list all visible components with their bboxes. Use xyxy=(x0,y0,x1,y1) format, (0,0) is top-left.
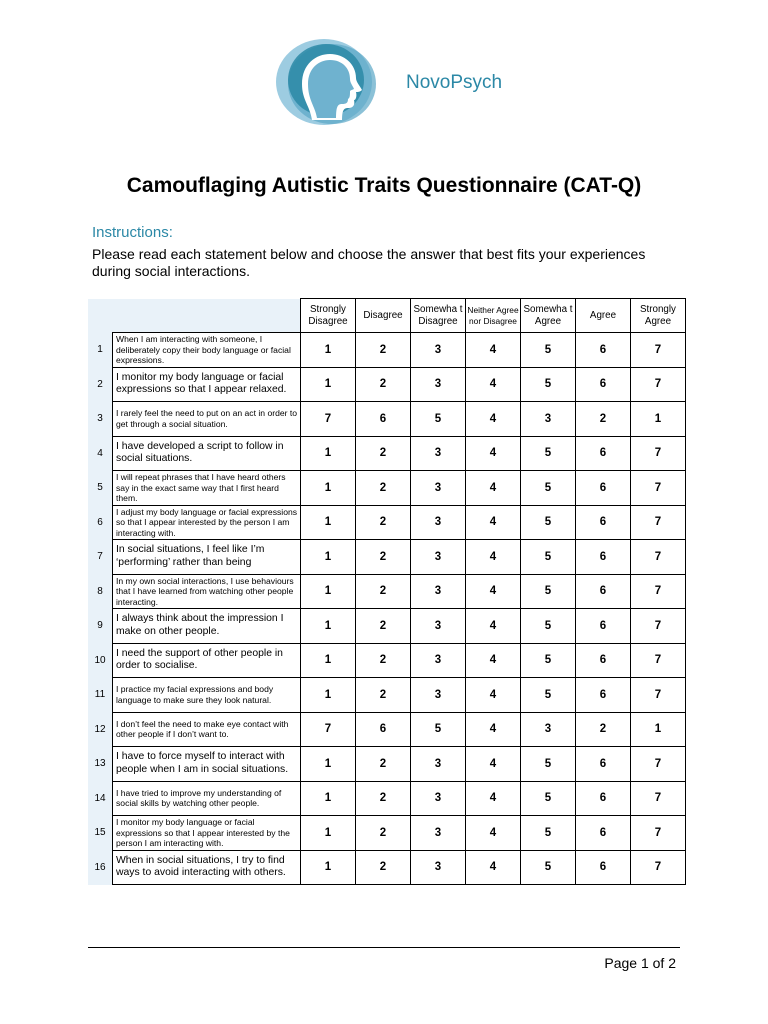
score-option[interactable]: 7 xyxy=(631,367,686,402)
score-option[interactable]: 5 xyxy=(521,471,576,506)
score-option[interactable]: 7 xyxy=(631,850,686,885)
score-option[interactable]: 5 xyxy=(521,747,576,782)
score-option[interactable]: 1 xyxy=(301,678,356,713)
table-row xyxy=(88,471,686,506)
table-row xyxy=(88,540,686,575)
score-option[interactable]: 5 xyxy=(411,402,466,437)
column-header: Somewha t Disagree xyxy=(411,299,466,333)
item-statement: I have tried to improve my understanding of social skills by watching other people. xyxy=(113,781,301,816)
item-statement: I need the support of other people in order to socialise. xyxy=(113,643,301,678)
score-option[interactable]: 2 xyxy=(356,367,411,402)
column-header: Agree xyxy=(576,299,631,333)
score-option[interactable]: 5 xyxy=(521,505,576,540)
score-option[interactable]: 5 xyxy=(521,609,576,644)
score-option[interactable]: 5 xyxy=(521,333,576,368)
score-option[interactable]: 4 xyxy=(466,402,521,437)
item-number: 4 xyxy=(88,436,113,471)
table-row xyxy=(88,574,686,609)
score-option[interactable]: 4 xyxy=(466,540,521,575)
score-option[interactable]: 7 xyxy=(631,505,686,540)
column-header: Strongly Agree xyxy=(631,299,686,333)
score-option[interactable]: 7 xyxy=(631,816,686,851)
score-option[interactable]: 5 xyxy=(521,574,576,609)
score-option[interactable]: 5 xyxy=(521,643,576,678)
score-option[interactable]: 3 xyxy=(411,609,466,644)
score-option[interactable]: 3 xyxy=(411,333,466,368)
score-option[interactable]: 3 xyxy=(411,643,466,678)
score-option[interactable]: 7 xyxy=(631,540,686,575)
score-option[interactable]: 3 xyxy=(411,436,466,471)
item-number: 6 xyxy=(88,505,113,540)
item-number: 3 xyxy=(88,402,113,437)
item-number: 11 xyxy=(88,678,113,713)
score-option[interactable]: 3 xyxy=(411,367,466,402)
score-option[interactable]: 5 xyxy=(521,678,576,713)
score-option[interactable]: 1 xyxy=(301,643,356,678)
score-option[interactable]: 1 xyxy=(301,436,356,471)
score-option[interactable]: 1 xyxy=(631,402,686,437)
score-option[interactable]: 3 xyxy=(521,712,576,747)
score-option[interactable]: 4 xyxy=(466,367,521,402)
score-option[interactable]: 4 xyxy=(466,816,521,851)
item-statement: When in social situations, I try to find ways to avoid interacting with others. xyxy=(113,850,301,885)
score-option[interactable]: 2 xyxy=(356,505,411,540)
score-option[interactable]: 2 xyxy=(356,574,411,609)
score-option[interactable]: 2 xyxy=(356,471,411,506)
item-statement: I have to force myself to interact with people when I am in social situations. xyxy=(113,747,301,782)
item-number: 13 xyxy=(88,747,113,782)
table-row xyxy=(88,609,686,644)
instructions-heading: Instructions: xyxy=(92,224,173,241)
score-option[interactable]: 1 xyxy=(301,816,356,851)
score-option[interactable]: 3 xyxy=(411,471,466,506)
score-option[interactable]: 5 xyxy=(521,540,576,575)
score-option[interactable]: 2 xyxy=(356,850,411,885)
item-statement: When I am interacting with someone, I deliberately copy their body language or facial expressions. xyxy=(113,333,301,368)
item-number: 8 xyxy=(88,574,113,609)
item-number: 14 xyxy=(88,781,113,816)
column-header: Neither Agree nor Disagree xyxy=(466,299,521,333)
score-option[interactable]: 6 xyxy=(576,505,631,540)
item-number: 5 xyxy=(88,471,113,506)
score-option[interactable]: 6 xyxy=(576,678,631,713)
item-statement: I practice my facial expressions and body language to make sure they look natural. xyxy=(113,678,301,713)
score-option[interactable]: 3 xyxy=(411,850,466,885)
score-option[interactable]: 3 xyxy=(411,816,466,851)
score-option[interactable]: 4 xyxy=(466,781,521,816)
score-option[interactable]: 5 xyxy=(521,781,576,816)
table-row xyxy=(88,367,686,402)
score-option[interactable]: 4 xyxy=(466,574,521,609)
score-option[interactable]: 4 xyxy=(466,333,521,368)
table-row xyxy=(88,333,686,368)
table-header-row xyxy=(88,299,686,333)
table-row xyxy=(88,712,686,747)
score-option[interactable]: 5 xyxy=(521,436,576,471)
score-option[interactable]: 6 xyxy=(576,367,631,402)
score-option[interactable]: 4 xyxy=(466,505,521,540)
item-number: 7 xyxy=(88,540,113,575)
score-option[interactable]: 2 xyxy=(356,333,411,368)
item-statement: I will repeat phrases that I have heard others say in the exact same way that I first heard them. xyxy=(113,471,301,506)
score-option[interactable]: 3 xyxy=(411,540,466,575)
score-option[interactable]: 4 xyxy=(466,678,521,713)
score-option[interactable]: 1 xyxy=(301,540,356,575)
score-option[interactable]: 1 xyxy=(301,747,356,782)
item-number: 16 xyxy=(88,850,113,885)
score-option[interactable]: 6 xyxy=(576,781,631,816)
score-option[interactable]: 1 xyxy=(301,609,356,644)
score-option[interactable]: 2 xyxy=(576,712,631,747)
questionnaire-table xyxy=(88,298,686,885)
item-statement: I don’t feel the need to make eye contact with other people if I don’t want to. xyxy=(113,712,301,747)
score-option[interactable]: 1 xyxy=(301,333,356,368)
score-option[interactable]: 6 xyxy=(576,747,631,782)
item-number: 1 xyxy=(88,333,113,368)
score-option[interactable]: 7 xyxy=(631,333,686,368)
score-option[interactable]: 7 xyxy=(631,436,686,471)
column-header: Somewha t Agree xyxy=(521,299,576,333)
table-row xyxy=(88,436,686,471)
score-option[interactable]: 3 xyxy=(411,781,466,816)
brand-name: NovoPsych xyxy=(406,72,503,93)
table-row xyxy=(88,678,686,713)
score-option[interactable]: 3 xyxy=(411,574,466,609)
item-number: 10 xyxy=(88,643,113,678)
score-option[interactable]: 4 xyxy=(466,643,521,678)
score-option[interactable]: 6 xyxy=(576,850,631,885)
score-option[interactable]: 7 xyxy=(631,574,686,609)
score-option[interactable]: 2 xyxy=(356,540,411,575)
item-statement: I adjust my body language or facial expressions so that I appear interested by the person I am interacting with. xyxy=(113,505,301,540)
item-number: 15 xyxy=(88,816,113,851)
score-option[interactable]: 1 xyxy=(301,574,356,609)
header-blank-cell xyxy=(88,299,113,333)
head-profile-logo-icon xyxy=(272,34,382,130)
score-option[interactable]: 7 xyxy=(631,471,686,506)
score-option[interactable]: 6 xyxy=(576,540,631,575)
score-option[interactable]: 1 xyxy=(301,781,356,816)
table-row xyxy=(88,781,686,816)
score-option[interactable]: 1 xyxy=(301,471,356,506)
score-option[interactable]: 2 xyxy=(356,747,411,782)
page-title: Camouflaging Autistic Traits Questionnaire (CAT-Q) xyxy=(126,174,642,197)
table-row xyxy=(88,850,686,885)
table-row xyxy=(88,402,686,437)
item-statement: In social situations, I feel like I’m ‘performing’ rather than being xyxy=(113,540,301,575)
score-option[interactable]: 6 xyxy=(576,436,631,471)
score-option[interactable]: 7 xyxy=(631,643,686,678)
score-option[interactable]: 7 xyxy=(631,781,686,816)
score-option[interactable]: 3 xyxy=(521,402,576,437)
table-row xyxy=(88,747,686,782)
score-option[interactable]: 6 xyxy=(576,574,631,609)
score-option[interactable]: 2 xyxy=(356,609,411,644)
score-option[interactable]: 6 xyxy=(356,402,411,437)
score-option[interactable]: 3 xyxy=(411,505,466,540)
instructions-text: Please read each statement below and choose the answer that best fits your experiences during social interactions. xyxy=(92,246,646,279)
score-option[interactable]: 1 xyxy=(631,712,686,747)
item-number: 9 xyxy=(88,609,113,644)
score-option[interactable]: 2 xyxy=(356,781,411,816)
score-option[interactable]: 4 xyxy=(466,747,521,782)
page-number: Page 1 of 2 xyxy=(604,955,676,971)
score-option[interactable]: 5 xyxy=(521,816,576,851)
score-option[interactable]: 4 xyxy=(466,609,521,644)
item-statement: In my own social interactions, I use behaviours that I have learned from watching other people interacting. xyxy=(113,574,301,609)
score-option[interactable]: 2 xyxy=(356,643,411,678)
score-option[interactable]: 7 xyxy=(631,609,686,644)
item-number: 2 xyxy=(88,367,113,402)
score-option[interactable]: 3 xyxy=(411,678,466,713)
score-option[interactable]: 4 xyxy=(466,712,521,747)
score-option[interactable]: 7 xyxy=(631,747,686,782)
score-option[interactable]: 5 xyxy=(521,850,576,885)
score-option[interactable]: 2 xyxy=(356,816,411,851)
score-option[interactable]: 6 xyxy=(576,609,631,644)
score-option[interactable]: 4 xyxy=(466,471,521,506)
score-option[interactable]: 2 xyxy=(576,402,631,437)
item-statement: I monitor my body language or facial expressions so that I appear interested by the person I am interacting with. xyxy=(113,816,301,851)
score-option[interactable]: 5 xyxy=(521,367,576,402)
score-option[interactable]: 3 xyxy=(411,747,466,782)
table-row xyxy=(88,816,686,851)
item-statement: I always think about the impression I make on other people. xyxy=(113,609,301,644)
score-option[interactable]: 6 xyxy=(356,712,411,747)
table-row xyxy=(88,643,686,678)
score-option[interactable]: 2 xyxy=(356,436,411,471)
score-option[interactable]: 7 xyxy=(301,712,356,747)
column-header: Disagree xyxy=(356,299,411,333)
header-blank-cell xyxy=(113,299,301,333)
score-option[interactable]: 4 xyxy=(466,436,521,471)
item-statement: I have developed a script to follow in social situations. xyxy=(113,436,301,471)
score-option[interactable]: 6 xyxy=(576,471,631,506)
score-option[interactable]: 7 xyxy=(301,402,356,437)
score-option[interactable]: 7 xyxy=(631,678,686,713)
item-statement: I monitor my body language or facial expressions so that I appear relaxed. xyxy=(113,367,301,402)
score-option[interactable]: 6 xyxy=(576,333,631,368)
score-option[interactable]: 1 xyxy=(301,505,356,540)
column-header: Strongly Disagree xyxy=(301,299,356,333)
table-row xyxy=(88,505,686,540)
score-option[interactable]: 2 xyxy=(356,678,411,713)
score-option[interactable]: 6 xyxy=(576,816,631,851)
score-option[interactable]: 1 xyxy=(301,850,356,885)
item-statement: I rarely feel the need to put on an act in order to get through a social situation. xyxy=(113,402,301,437)
score-option[interactable]: 6 xyxy=(576,643,631,678)
score-option[interactable]: 5 xyxy=(411,712,466,747)
score-option[interactable]: 1 xyxy=(301,367,356,402)
item-number: 12 xyxy=(88,712,113,747)
footer-divider xyxy=(88,947,680,948)
score-option[interactable]: 4 xyxy=(466,850,521,885)
